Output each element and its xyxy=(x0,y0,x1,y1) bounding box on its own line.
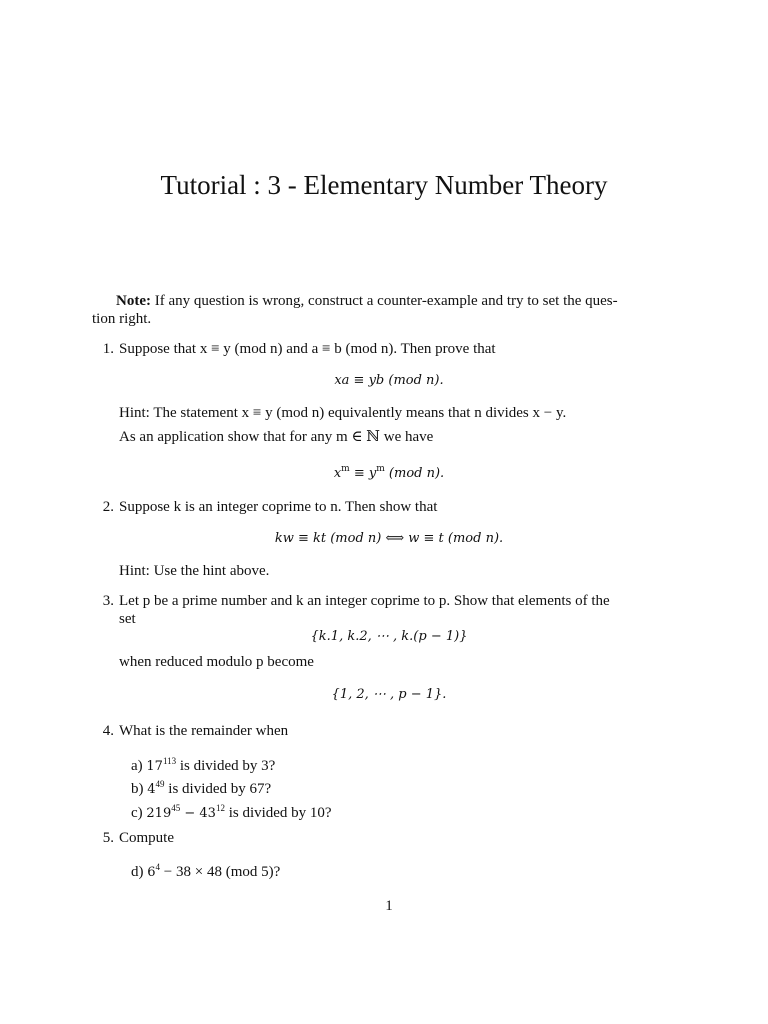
q4-item-a-rest: is divided by 3? xyxy=(176,758,276,774)
q5-item-d-rest: − 38 × 48 (mod 5)? xyxy=(160,864,281,880)
q1-application: As an application show that for any m ∈ ℕ we have xyxy=(119,429,434,445)
q2-statement: Suppose k is an integer coprime to n. Then show that xyxy=(119,499,438,515)
q5-item-d-base: 6 xyxy=(147,865,156,880)
note-line-1 xyxy=(116,292,618,310)
q4-item-b-base: 4 xyxy=(147,782,156,797)
q5-statement: Compute xyxy=(119,830,174,846)
q1-d2-base1: x xyxy=(333,466,342,481)
q4-item-c-mid: − 43 xyxy=(180,806,216,821)
q1-display-equation: xa ≡ yb (mod n). xyxy=(334,373,444,388)
q3-display-set-2: {1, 2, ⋯ , p − 1}. xyxy=(331,687,447,702)
page-title: Tutorial : 3 - Elementary Number Theory xyxy=(160,170,608,200)
q1-d2-tail: (mod n). xyxy=(384,466,445,481)
q1-hint: Hint: The statement x ≡ y (mod n) equivalently means that n divides x − y. xyxy=(119,405,567,421)
q4-item-c-label: c) xyxy=(131,805,143,821)
q4-item-c-rest: is divided by 10? xyxy=(224,805,332,821)
q3-statement-line-2: set xyxy=(119,611,136,627)
q1-display-equation-2 xyxy=(0,460,768,483)
q4-item-a xyxy=(131,752,275,776)
q4-number: 4. xyxy=(102,723,114,739)
q4-item-b-rest: is divided by 67? xyxy=(164,781,272,797)
q1-d2-exp2: m xyxy=(376,464,385,474)
q4-item-c-exp2: 12 xyxy=(215,803,225,813)
q1-d2-exp1: m xyxy=(341,464,350,474)
note-line-2: tion right. xyxy=(92,311,152,327)
q4-item-b-label: b) xyxy=(131,781,144,797)
q5-item-d-exp: 4 xyxy=(155,862,161,872)
q3-number: 3. xyxy=(102,593,114,609)
q4-item-c xyxy=(131,799,332,823)
q4-item-b-exp: 49 xyxy=(155,779,165,789)
q3-statement-line-3: when reduced modulo p become xyxy=(119,654,314,670)
q4-item-a-base: 17 xyxy=(146,759,163,774)
q3-display-set: {k.1, k.2, ⋯ , k.(p − 1)} xyxy=(310,629,468,644)
q4-item-a-label: a) xyxy=(131,758,143,774)
page-number: 1 xyxy=(385,898,393,914)
q3-statement-line-1: Let p be a prime number and k an integer coprime to p. Show that elements of the xyxy=(119,593,610,609)
q1-d2-base2: y xyxy=(368,466,377,481)
q4-item-a-exp: 113 xyxy=(162,756,177,766)
note-text: If any question is wrong, construct a counter-example and try to set the ques- xyxy=(154,293,618,309)
q4-item-b xyxy=(131,775,271,799)
q1-statement: Suppose that x ≡ y (mod n) and a ≡ b (mod n). Then prove that xyxy=(119,341,496,357)
q5-number: 5. xyxy=(102,830,114,846)
q2-display-equation: kw ≡ kt (mod n) ⟺ w ≡ t (mod n). xyxy=(274,531,504,546)
q1-d2-mid: ≡ xyxy=(349,466,369,481)
note-label: Note: xyxy=(116,293,151,309)
q4-statement: What is the remainder when xyxy=(119,723,289,739)
q4-item-c-exp: 45 xyxy=(171,803,181,813)
q5-item-d xyxy=(131,858,280,882)
q4-item-c-base: 219 xyxy=(146,806,172,821)
q1-number: 1. xyxy=(102,341,114,357)
q2-number: 2. xyxy=(102,499,114,515)
q5-item-d-label: d) xyxy=(131,864,144,880)
q2-hint: Hint: Use the hint above. xyxy=(119,563,270,579)
